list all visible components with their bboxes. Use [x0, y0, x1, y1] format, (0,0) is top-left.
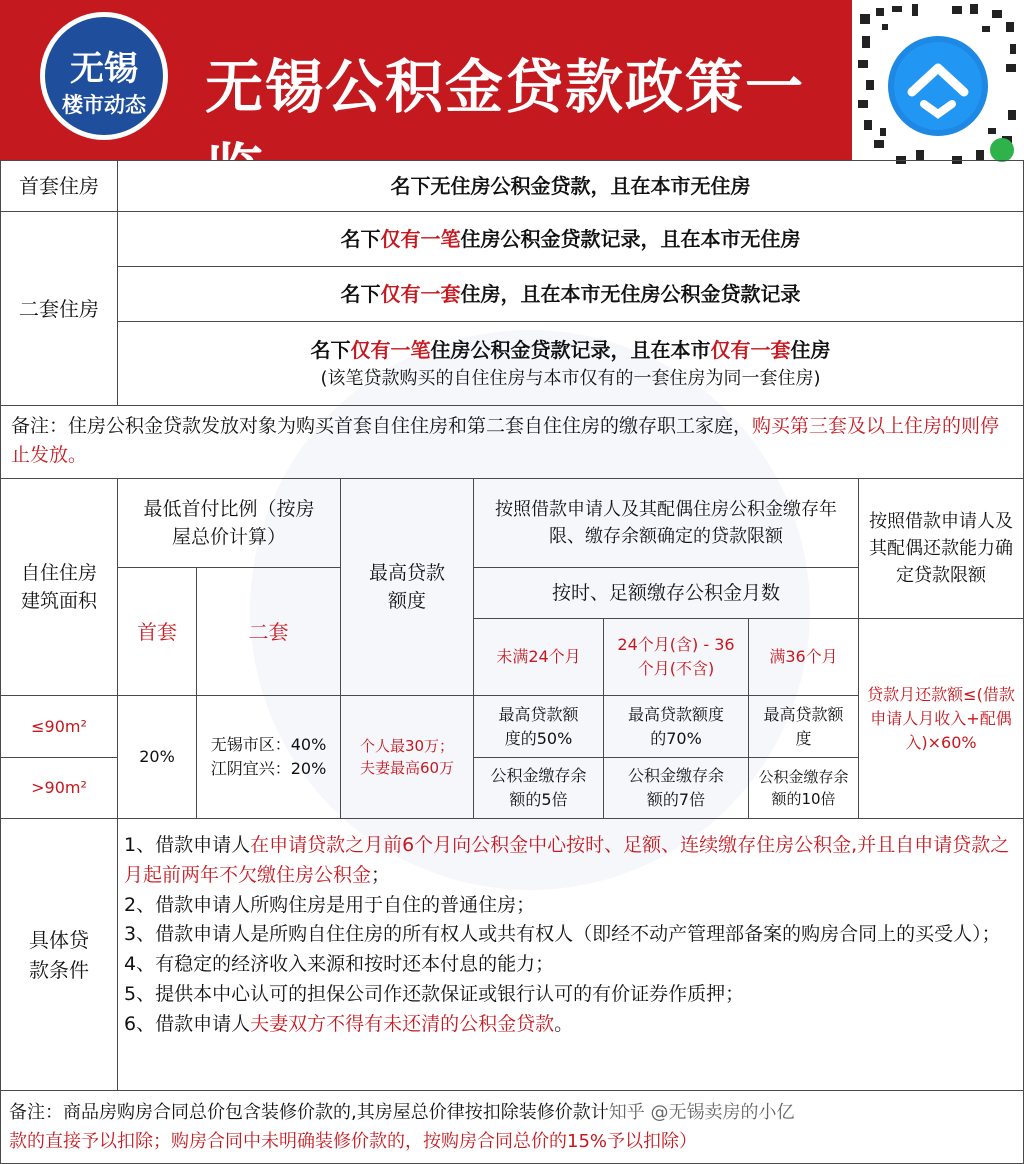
balance-7x-text: 公积金缴存余额的7倍	[627, 766, 724, 809]
condition-item-1	[124, 831, 1015, 891]
condition-6-suffix: 。	[554, 1012, 574, 1035]
max-loan-value-text: 个人最30万； 夫妻最高60万	[359, 736, 455, 777]
down-second-header-text: 二套	[248, 619, 289, 644]
note-first-text: 备注：住房公积金贷款发放对象为购买首套自住住房和第二套自住住房的缴存职工家庭，	[11, 415, 753, 437]
second-home-case-3	[117, 321, 1024, 406]
balance-5x-text: 公积金缴存余额的5倍	[490, 766, 587, 809]
note-bottom	[0, 1090, 1024, 1164]
down-second-header	[196, 567, 341, 696]
months-over-36-text: 满36个月	[769, 647, 838, 666]
balance-5x	[473, 757, 604, 819]
first-home-condition	[117, 160, 1024, 212]
first-home-label-text: 首套住房	[19, 174, 99, 198]
case1-highlight: 仅有一笔	[380, 227, 461, 251]
second-home-label-text: 二套住房	[19, 296, 99, 321]
page-title: 无锡公积金贷款政策一览	[205, 53, 806, 205]
qr-code-pattern	[852, 0, 1024, 172]
years-limit-header-text: 按照借款申请人及其配偶住房公积金缴存年限、缴存余额确定的贷款限额	[495, 499, 837, 547]
repay-formula	[858, 618, 1024, 819]
case3-highlight-1: 仅有一笔	[350, 338, 431, 362]
first-down-pct	[117, 695, 197, 819]
limit-100-text: 最高贷款额度	[763, 704, 844, 748]
limit-100	[748, 695, 859, 758]
area-header-text: 自住住房建筑面积	[20, 561, 97, 612]
case3-text-e: 住房	[790, 338, 831, 362]
condition-1-highlight: 在申请贷款之月前6个月向公积金中心按时、足额、连续缴存住房公积金,并且自申请贷款之月起前两年不欠缴住房公积金	[124, 834, 1010, 886]
case3-note: (该笔贷款购买的自住住房与本市仅有的一套住房为同一套住房)	[320, 368, 821, 389]
condition-1-prefix: 1、借款申请人	[124, 834, 251, 856]
max-loan-value	[340, 695, 474, 819]
source-watermark: 知乎 @无锡卖房的小亿	[608, 1102, 795, 1123]
first-home-label	[0, 160, 118, 212]
months-header	[473, 567, 859, 619]
max-loan-header	[340, 478, 474, 696]
note-first	[0, 405, 1024, 479]
brand-badge	[40, 12, 168, 140]
balance-10x	[748, 757, 859, 819]
area-header	[0, 478, 118, 696]
months-header-text: 按时、足额缴存公积金月数	[551, 581, 780, 604]
condition-item-5: 5、提供本中心认可的担保公司作还款保证或银行认可的有价证券作质押；	[124, 983, 745, 1006]
max-loan-header-text: 最高贷款额度	[369, 561, 446, 612]
down-payment-header	[117, 478, 341, 568]
repay-ability-header-text: 按照借款申请人及其配偶还款能力确定贷款限额	[869, 511, 1013, 586]
first-down-pct-text: 20%	[139, 747, 175, 766]
limit-70-text: 最高贷款额度的70%	[628, 704, 725, 748]
second-home-case-1	[117, 211, 1024, 267]
condition-item-6	[124, 1010, 1015, 1040]
limit-50	[473, 695, 604, 758]
conditions-label-text: 具体贷款条件	[29, 927, 89, 982]
months-under-24	[473, 618, 604, 696]
note-bottom-line2: 款的直接予以扣除；购房合同中未明确装修价款的，按购房合同总价的15%予以扣除）	[9, 1130, 698, 1152]
repay-formula-text: 贷款月还款额≤(借款申请人月收入+配偶入)×60%	[867, 684, 1015, 752]
down-payment-header-text: 最低首付比例（按房屋总价计算）	[143, 497, 315, 548]
second-down-pct	[196, 695, 341, 819]
months-over-36	[748, 618, 859, 696]
months-24-36-text: 24个月(含) - 36个月(不含)	[617, 635, 735, 678]
badge-line1: 无锡	[70, 49, 138, 89]
years-limit-header	[473, 478, 859, 568]
case1-text-a: 名下	[340, 227, 381, 251]
area-large	[0, 757, 118, 819]
down-first-header	[117, 567, 197, 696]
condition-item-3: 3、借款申请人是所购自住住房的所有权人或共有权人（即经不动产管理部备案的购房合同上的买受人）；	[124, 923, 1001, 946]
area-small-text: ≤90m²	[31, 716, 87, 736]
repay-ability-header	[858, 478, 1024, 619]
balance-7x	[603, 757, 749, 819]
second-down-pct-text: 无锡市区：40% 江阴宜兴：20%	[210, 735, 327, 778]
case2-text-a: 名下	[340, 282, 381, 306]
note-bottom-line1: 备注：商品房购房合同总价包含装修价款的,其房屋总价律按扣除装修价款计	[9, 1102, 609, 1123]
balance-10x-text: 公积金缴存余额的10倍	[758, 767, 849, 808]
condition-1-suffix: ；	[371, 863, 391, 886]
qr-code[interactable]	[852, 0, 1024, 172]
limit-70	[603, 695, 749, 758]
months-under-24-text: 未满24个月	[496, 647, 581, 666]
area-large-text: >90m²	[31, 778, 87, 797]
condition-item-4: 4、有稳定的经济收入来源和按时还本付息的能力；	[124, 953, 555, 976]
case2-highlight: 仅有一套	[380, 282, 461, 306]
area-small	[0, 695, 118, 758]
case3-highlight-2: 仅有一套	[710, 338, 791, 362]
second-home-case-2	[117, 266, 1024, 322]
second-home-label	[0, 211, 118, 406]
case2-text-c: 住房，且在本市无住房公积金贷款记录	[460, 282, 801, 306]
down-first-header-text: 首套	[137, 619, 177, 644]
condition-6-highlight: 夫妻双方不得有未还清的公积金贷款	[250, 1012, 555, 1035]
months-24-36	[603, 618, 749, 696]
first-home-condition-text: 名下无住房公积金贷款，且在本市无住房	[390, 174, 751, 198]
conditions-list	[117, 818, 1024, 1091]
limit-50-text: 最高贷款额度的50%	[498, 704, 579, 748]
case1-text-c: 住房公积金贷款记录，且在本市无住房	[460, 227, 801, 251]
condition-6-prefix: 6、借款申请人	[124, 1012, 251, 1035]
badge-line2: 楼市动态	[62, 93, 146, 117]
conditions-label	[0, 818, 118, 1091]
case3-text-a: 名下	[310, 338, 351, 362]
case3-text-c: 住房公积金贷款记录，且在本市	[430, 338, 711, 362]
note-first-highlight: 购买第三套及以上住房的则停止发放。	[11, 415, 1000, 467]
condition-item-2: 2、借款申请人所购住房是用于自住的普通住房；	[124, 893, 536, 916]
